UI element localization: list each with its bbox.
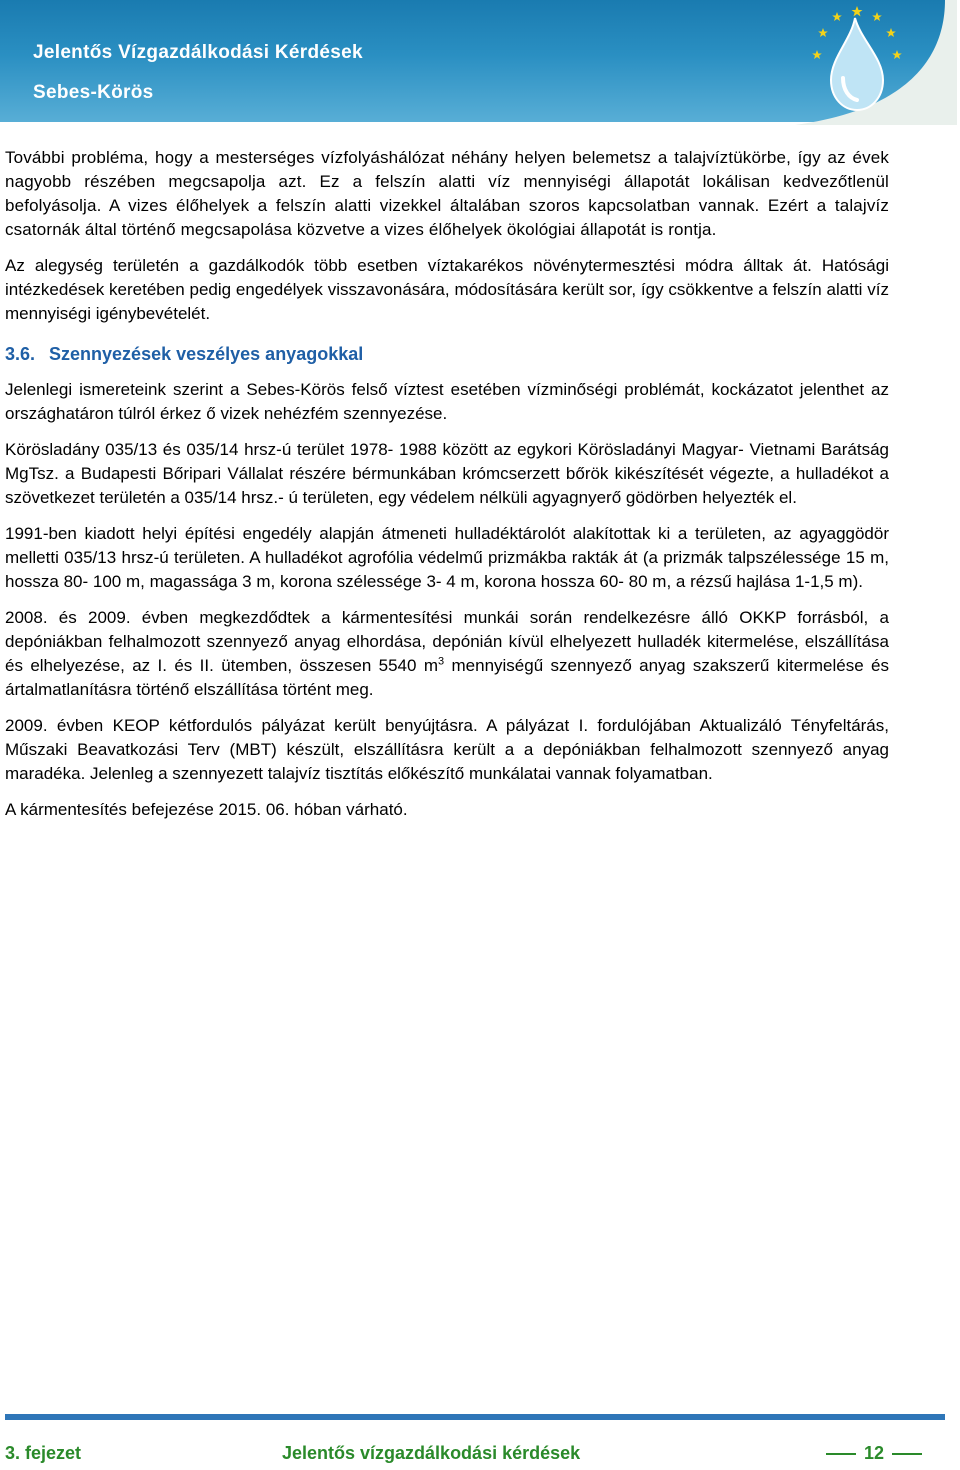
paragraph-text: mennyiségű szennyező anyag szakszerű kitermelése és ártalmatlanításra történő elszállítása történt meg. xyxy=(5,656,889,699)
paragraph: Jelenlegi ismereteink szerint a Sebes-Körös felső víztest esetében vízminőségi problémát, kockázatot jelenthet az országhatáron túlról érkez ő vizek nehézfém szennyezése. xyxy=(5,380,889,423)
paragraph: A kármentesítés befejezése 2015. 06. hóban várható. xyxy=(5,800,408,819)
header-title: Jelentős Vízgazdálkodási Kérdések xyxy=(33,42,363,63)
header-subtitle: Sebes-Körös xyxy=(33,82,154,103)
page-number: 12 xyxy=(863,1443,884,1463)
section-number: 3.6. xyxy=(5,344,36,364)
section-heading xyxy=(5,342,889,366)
paragraph: További probléma, hogy a mesterséges vízfolyáshálózat néhány helyen belemetsz a talajvíztükörbe, így az évek nagyobb részében megcsapolja azt. Ez a felszín alatti víz mennyiségi állapotát lokálisan kedvezőtlenül befolyásolja. A vizes élőhelyek a felszín alatti vizekkel általában szoros kapcsolatban vannak. Ezért a talajvíz csatornák által történő megcsapolása közvetve a vizes élőhelyek ökológiai állapotát is rontja. xyxy=(5,148,889,239)
dash-icon xyxy=(892,1453,922,1455)
footer-divider xyxy=(5,1414,945,1420)
superscript: 3 xyxy=(438,655,445,668)
footer-page xyxy=(818,1443,930,1464)
section-title: Szennyezések veszélyes anyagokkal xyxy=(49,344,364,364)
footer-chapter: 3. fejezet xyxy=(5,1443,82,1463)
paragraph: 2009. évben KEOP kétfordulós pályázat került benyújtásra. A pályázat I. fordulójában Aktualizáló Tényfeltárás, Műszaki Beavatkozási Terv (MBT) készült, elszállításra került a a depóniákban felhalmozott szennyező anyag maradéka. Jelenleg a szennyezett talajvíz tisztítás előkészítő munkálatai vannak folyamatban. xyxy=(5,716,889,783)
document-body xyxy=(5,146,889,834)
paragraph: 1991-ben kiadott helyi építési engedély alapján átmeneti hulladéktárolót alakítottak ki a területen, az agyaggödör melletti 035/13 hrsz-ú területen. A hulladékot agrofólia védelmű prizmákba rakták át (a prizmák talpszélessége 15 m, hossza 80- 100 m, magassága 3 m, korona szélessége 3- 4 m, korona hossza 60- 80 m, a rézsű hajlása 1-1,5 m). xyxy=(5,524,889,591)
paragraph-text: 2008. és 2009. évben megkezdődtek a kármentesítési munkái során rendelkezésre álló OKKP forrásból, a depóniákban felhalmozott szennyező anyag elhordása, depónián kívül elhelyezett hulladék kitermelése, elszállítása és elhelyezése, az I. és II. ütemben, összesen 5540 m xyxy=(5,608,889,675)
footer-title: Jelentős vízgazdálkodási kérdések xyxy=(282,1443,581,1463)
paragraph xyxy=(5,606,889,702)
paragraph: Körösladány 035/13 és 035/14 hrsz-ú terület 1978- 1988 között az egykori Körösladányi Magyar- Vietnami Barátság MgTsz. a Budapesti Bőripari Vállalat részére bérmunkában krómcserzett bőrök kikészítését végezte, a hulladékot a szövetkezet területén a 035/14 hrsz.- ú területen, egy védelem nélküli agyagnyerő gödörben helyezték el. xyxy=(5,440,889,507)
water-drop-logo-icon xyxy=(795,0,957,125)
paragraph: Az alegység területén a gazdálkodók több esetben víztakarékos növénytermesztési módra álltak át. Hatósági intézkedések keretében pedig engedélyek visszavonására, módosítására került sor, így csökkentve a felszín alatti víz mennyiségi igénybevételét. xyxy=(5,256,889,323)
dash-icon xyxy=(826,1453,856,1455)
